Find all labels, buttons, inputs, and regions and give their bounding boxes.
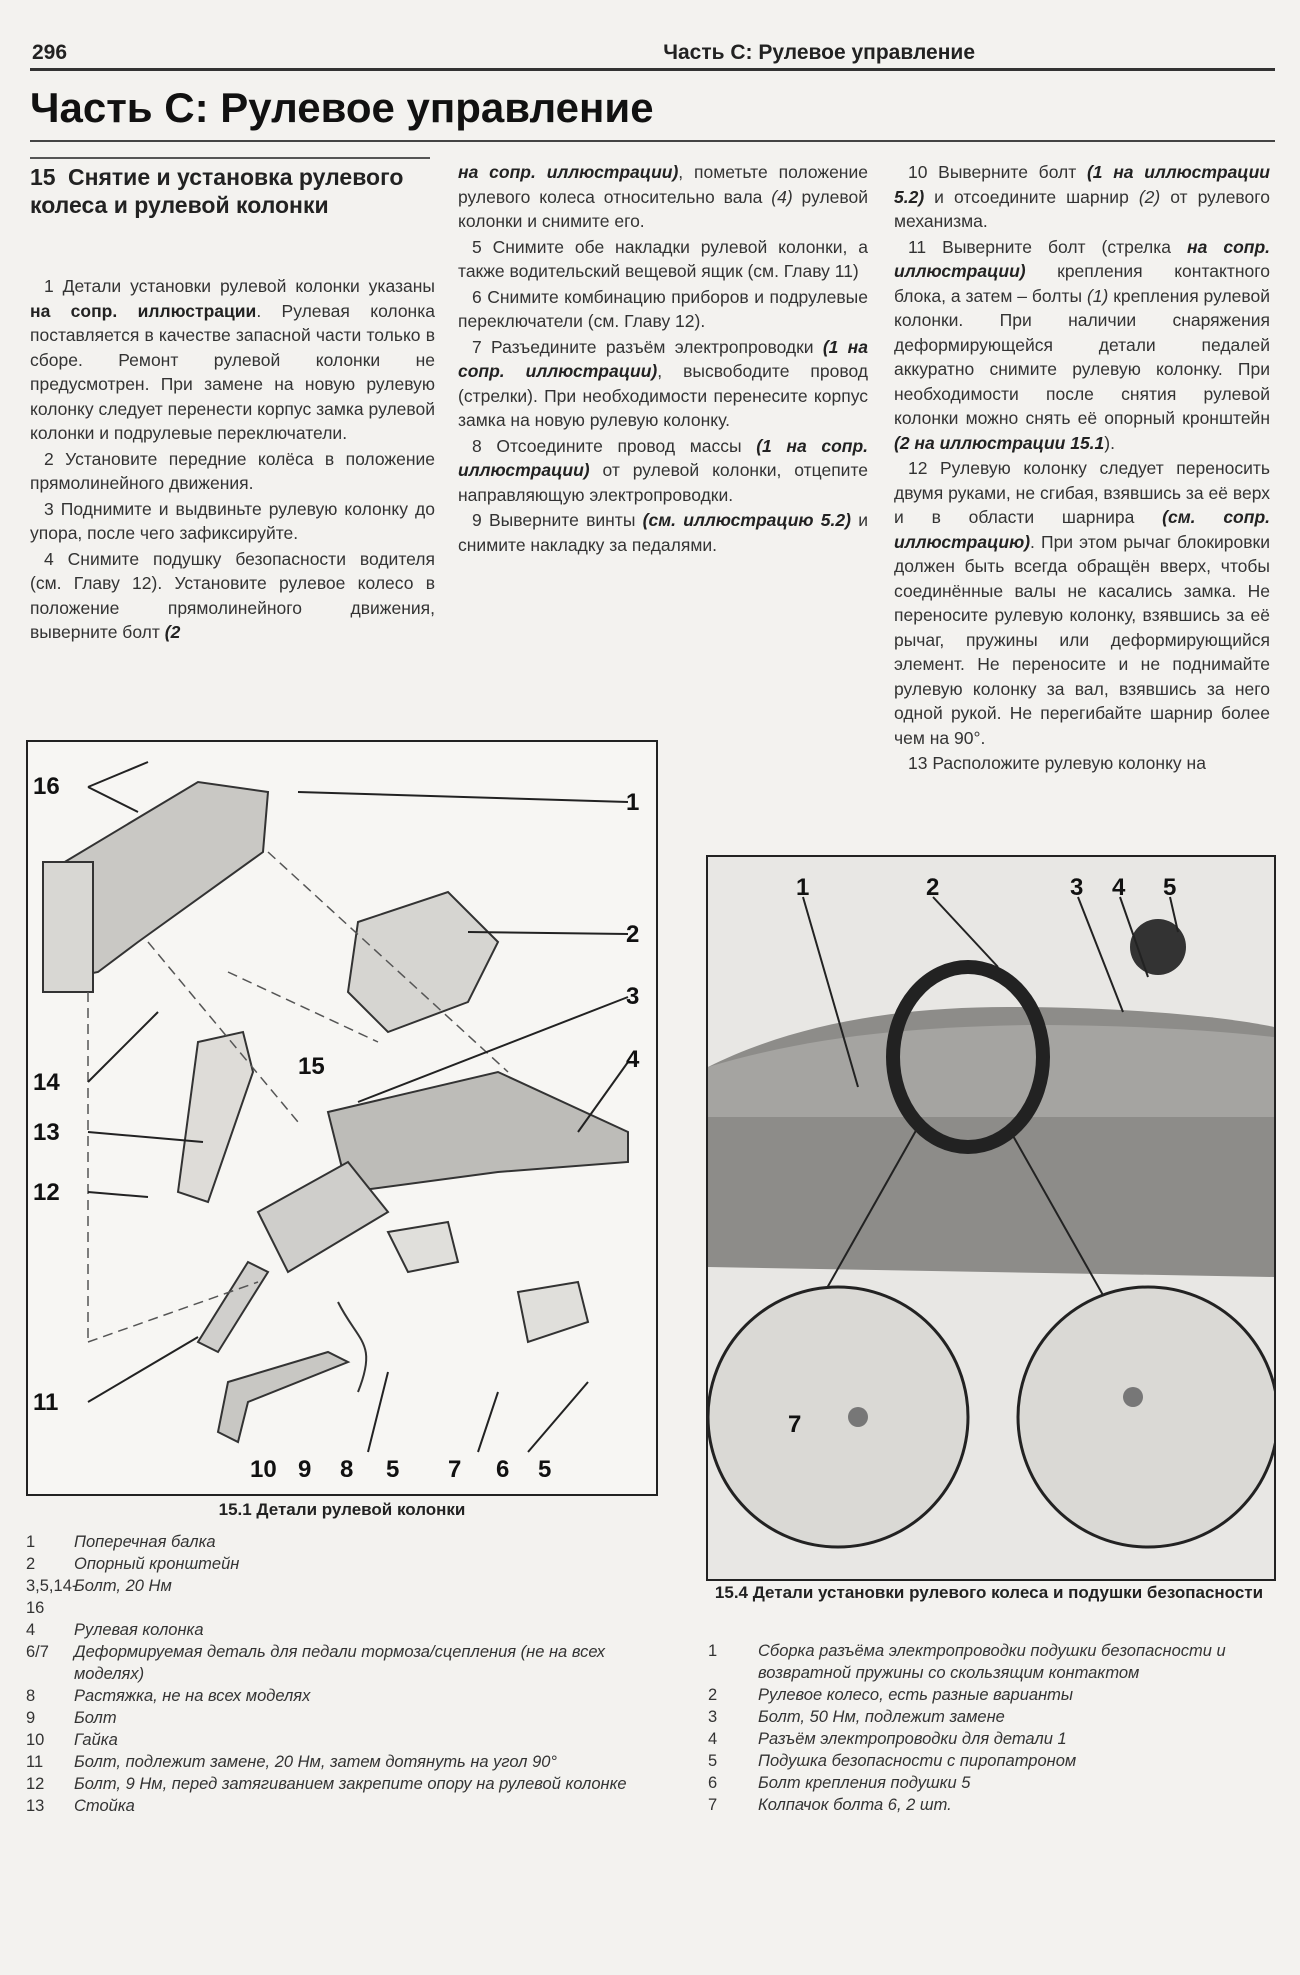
lower-shaft <box>198 1262 268 1352</box>
figure-15-4-legend <box>708 1640 1273 1816</box>
legend-key: 11 <box>26 1753 44 1771</box>
fig4-callout-4: 4 <box>1112 874 1126 901</box>
detail-circle-left <box>708 1287 968 1547</box>
bold-ref: (2 на иллюстрации 15.1 <box>894 432 1105 453</box>
legend-row <box>26 1575 654 1619</box>
paragraph-8 <box>458 434 868 508</box>
legend-value: Болт, 20 Нм <box>74 1577 172 1595</box>
paragraph-4-cont <box>458 160 868 234</box>
legend-key: 10 <box>26 1731 45 1749</box>
paragraph-11 <box>894 235 1270 456</box>
steering-column-shape <box>328 1072 628 1192</box>
callout-9: 9 <box>298 1456 312 1483</box>
legend-key: 6 <box>708 1774 718 1792</box>
pull-rod-8 <box>218 1352 348 1442</box>
fig4-callout-7: 7 <box>788 1411 802 1438</box>
paragraph-4 <box>30 547 435 645</box>
legend-value: Сборка разъёма электропроводки подушки безопасности и возвратной пружины со скользящим контактом <box>758 1642 1226 1682</box>
steering-column-exploded-diagram <box>28 742 656 1494</box>
callout-8: 8 <box>340 1456 354 1483</box>
bold-ref: (1 на иллюстрации 5.2) <box>894 162 1270 207</box>
text-run: 7 Разъедините разъём электропроводки <box>472 336 823 357</box>
running-title: Часть С: Рулевое управление <box>663 41 975 64</box>
legend-key: 9 <box>26 1709 36 1727</box>
legend-key: 3,5,14-16 <box>26 1577 78 1617</box>
deformable-part-7 <box>388 1222 458 1272</box>
text-run: , пометьте положение рулевого колеса относительно вала <box>458 162 868 207</box>
legend-value: Рулевое колесо, есть разные варианты <box>758 1686 1074 1704</box>
bold-ref: на сопр. иллюстрации <box>30 300 257 321</box>
callout-6: 6 <box>496 1456 510 1483</box>
paragraph-3: 3 Поднимите и выдвиньте рулевую колонку до упора, после чего зафиксируйте. <box>30 498 435 543</box>
legend-row <box>26 1531 654 1553</box>
paragraph-10 <box>894 160 1270 234</box>
legend-key: 13 <box>26 1797 45 1815</box>
legend-row <box>26 1773 654 1795</box>
bold-ref: (1 на сопр. иллюстрации) <box>458 435 868 480</box>
figure-15-4-caption: 15.4 Детали установки рулевого колеса и подушки безопасности <box>714 1583 1264 1602</box>
paragraph-1 <box>30 274 435 446</box>
legend-value: Деформируемая деталь для педали тормоза/сцепления (не на всех моделях) <box>74 1643 606 1683</box>
legend-value: Болт, 9 Нм, перед затягиванием закрепите опору на рулевой колонке <box>74 1775 627 1793</box>
paragraph-13: 13 Расположите рулевую колонку на <box>908 753 1206 773</box>
paragraph-9 <box>458 508 868 557</box>
legend-value: Разъём электропроводки для детали 1 <box>758 1730 1067 1748</box>
callout-15: 15 <box>298 1053 325 1080</box>
legend-value: Растяжка, не на всех моделях <box>74 1687 311 1705</box>
text-column-1 <box>30 274 435 646</box>
callout-1: 1 <box>626 789 640 816</box>
legend-value: Стойка <box>74 1797 135 1815</box>
figure-15-4 <box>706 855 1276 1581</box>
text-run: 4 Снимите подушку безопасности водителя (см. Главу 12). Установите рулевое колесо в положение прямолинейного движения, выверните болт <box>30 548 435 642</box>
legend-row <box>26 1641 654 1685</box>
legend-row <box>26 1553 654 1575</box>
text-run: . При этом рычаг блокировки должен быть всегда обращён вверх, чтобы соединённые валы не касались замка. Не переносите рулевую колонку, взявшись за её рычаг, пружины или деформирующийся элемент. Не переносите и не поднимайте рулевую колонку за вал, взявшись за него одной рукой. Не перегибайте шарнир более чем на 90°. <box>894 531 1270 748</box>
callout-11: 11 <box>33 1389 59 1416</box>
legend-row <box>708 1706 1273 1728</box>
bolt-cap-right <box>1123 1387 1143 1407</box>
paragraph-5: 5 Снимите обе накладки рулевой колонки, а также водительский вещевой ящик (см. Главу 11) <box>458 236 868 281</box>
bold-ref: (1 на сопр. иллюстрации) <box>458 336 868 381</box>
support-bracket-shape <box>348 892 498 1032</box>
legend-key: 1 <box>708 1642 718 1660</box>
title-rule <box>30 140 1275 142</box>
callout-16: 16 <box>33 773 60 800</box>
text-run: крепления контактного блока, а затем – болты <box>894 261 1270 306</box>
legend-key: 6/7 <box>26 1643 49 1661</box>
text-run: и снимите накладку за педалями. <box>458 510 868 555</box>
bold-ref: на сопр. иллюстрации) <box>894 236 1270 281</box>
paragraph-6: 6 Снимите комбинацию приборов и подрулевые переключатели (см. Главу 12). <box>458 286 868 331</box>
fig4-callout-1: 1 <box>796 874 810 901</box>
callout-5b: 5 <box>538 1456 552 1483</box>
callout-7: 7 <box>448 1456 462 1483</box>
part-title: Часть С: Рулевое управление <box>30 84 654 131</box>
text-run: 9 Выверните винты <box>472 510 643 530</box>
legend-key: 1 <box>26 1533 36 1551</box>
callout-2: 2 <box>626 921 640 948</box>
page-header <box>30 38 1275 71</box>
legend-row <box>708 1794 1273 1816</box>
text-run: от рулевого механизма. <box>894 186 1270 231</box>
text-column-2 <box>458 160 868 558</box>
legend-row <box>708 1750 1273 1772</box>
legend-value: Болт крепления подушки 5 <box>758 1774 971 1792</box>
legend-value: Поперечная балка <box>74 1533 216 1551</box>
figure-15-1-caption: 15.1 Детали рулевой колонки <box>218 1500 466 1519</box>
callout-12: 12 <box>33 1179 60 1206</box>
bent-rod <box>338 1302 366 1392</box>
text-run: 10 Выверните болт <box>908 162 1087 182</box>
legend-value: Подушка безопасности с пиропатроном <box>758 1752 1077 1770</box>
page-number: 296 <box>32 41 68 64</box>
legend-value: Болт <box>74 1709 117 1727</box>
callout-13: 13 <box>33 1119 60 1146</box>
bolt-cap-left <box>848 1407 868 1427</box>
legend-row <box>26 1619 654 1641</box>
legend-key: 7 <box>708 1796 718 1814</box>
legend-value: Рулевая колонка <box>74 1621 204 1639</box>
text-run: ). <box>1104 432 1115 453</box>
callout-5a: 5 <box>386 1456 400 1483</box>
text-run: от рулевой колонки, отцепите направляющую электропроводки. <box>458 460 868 505</box>
figure-15-1 <box>26 740 658 1496</box>
paragraph-7 <box>458 335 868 433</box>
legend-key: 8 <box>26 1687 36 1705</box>
bold-ref: на сопр. иллюстрации) <box>458 162 679 182</box>
text-column-3 <box>894 160 1270 777</box>
legend-value: Болт, 50 Нм, подлежит замене <box>758 1708 1005 1726</box>
text-run: 8 Отсоедините провод массы <box>472 435 757 456</box>
legend-key: 3 <box>708 1708 718 1726</box>
fig4-callout-2: 2 <box>926 874 940 901</box>
legend-value: Гайка <box>74 1731 118 1749</box>
text-run: 11 Выверните болт (стрелка <box>908 236 1188 257</box>
legend-row <box>26 1685 654 1707</box>
legend-key: 4 <box>26 1621 36 1639</box>
section-number: 15 <box>30 164 56 190</box>
section-rule <box>30 157 430 159</box>
callout-14: 14 <box>33 1069 60 1096</box>
paragraph-12 <box>894 456 1270 750</box>
bold-ref: (2 <box>164 622 181 642</box>
legend-row <box>708 1772 1273 1794</box>
callout-10: 10 <box>250 1456 277 1483</box>
bold-ref: (см. сопр. иллюстрацию) <box>894 507 1270 552</box>
text-run: 1 Детали установки рулевой колонки указаны <box>44 276 435 296</box>
legend-row <box>26 1707 654 1729</box>
italic-ref: (4) <box>771 186 793 207</box>
legend-key: 12 <box>26 1775 45 1793</box>
legend-row <box>26 1729 654 1751</box>
legend-key: 5 <box>708 1752 718 1770</box>
legend-row <box>26 1795 654 1817</box>
legend-value: Опорный кронштейн <box>74 1555 240 1573</box>
strut-shape <box>178 1032 253 1202</box>
section-heading <box>30 163 430 219</box>
text-run: рулевой колонки и снимите его. <box>458 186 868 231</box>
paragraph-2: 2 Установите передние колёса в положение прямолинейного движения. <box>30 448 435 493</box>
legend-row <box>708 1684 1273 1706</box>
text-run: , высвободите провод (стрелки). При необходимости перенесите корпус замка на новую рулевую колонку. <box>458 361 868 430</box>
legend-row <box>26 1751 654 1773</box>
callout-4: 4 <box>626 1046 640 1073</box>
steering-wheel-airbag-photo <box>708 857 1274 1579</box>
text-run: и отсоедините шарнир <box>924 186 1139 207</box>
legend-key: 2 <box>26 1555 36 1573</box>
figure-15-1-legend <box>26 1531 654 1817</box>
callout-3: 3 <box>626 983 640 1010</box>
detail-circle-right <box>1018 1287 1274 1547</box>
bold-ref: (см. иллюстрацию 5.2) <box>642 510 851 530</box>
legend-key: 2 <box>708 1686 718 1704</box>
text-run: . Рулевая колонка поставляется в качестве запасной части только в сборе. Ремонт рулевой колонки не предусмотрен. При замене на новую рулевую колонку следует перенести корпус замка рулевой колонки и подрулевые переключатели. <box>30 300 435 443</box>
italic-ref: (1) <box>1086 285 1109 306</box>
legend-key: 4 <box>708 1730 718 1748</box>
italic-ref: (2) <box>1138 186 1161 207</box>
text-run: крепления рулевой колонки. При наличии снаряжения деформирующейся детали педалей аккуратно снимите рулевую колонку. При необходимости после снятия рулевой колонки можно снять её опорный кронштейн <box>894 285 1270 428</box>
fig4-callout-5: 5 <box>1163 874 1177 901</box>
section-title: Снятие и установка рулевого колеса и рулевой колонки <box>30 164 404 218</box>
legend-value: Болт, подлежит замене, 20 Нм, затем дотянуть на угол 90° <box>74 1753 558 1771</box>
legend-row <box>708 1728 1273 1750</box>
text-run: 12 Рулевую колонку следует переносить двумя руками, не сгибая, взявшись за её верх и в области шарнира <box>894 458 1270 527</box>
beam-bracket <box>43 862 93 992</box>
legend-row <box>708 1640 1273 1684</box>
deformable-part-6 <box>518 1282 588 1342</box>
legend-value: Колпачок болта 6, 2 шт. <box>758 1796 952 1814</box>
fig4-callout-3: 3 <box>1070 874 1084 901</box>
